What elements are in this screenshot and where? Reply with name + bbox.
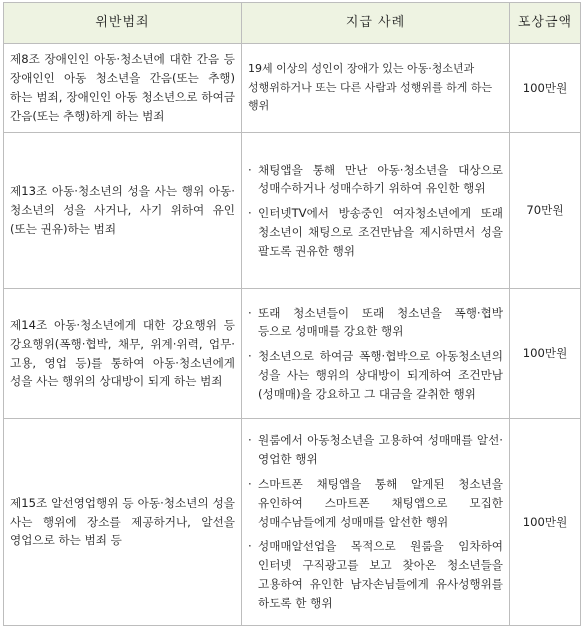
- table-header-row: [4, 3, 581, 44]
- table-row: [4, 289, 581, 419]
- header-cases: 지급 사례: [242, 3, 510, 44]
- case-item: · 원룸에서 아동청소년을 고용하여 성매매를 알선·영업한 행위: [248, 433, 503, 467]
- amount-cell: 100만원: [510, 289, 581, 419]
- cases-cell: [242, 44, 510, 133]
- amount-cell: 100만원: [510, 419, 581, 626]
- violation-cell: 제8조 장애인인 아동·청소년에 대한 간음 등 장애인인 아동 청소년을 간음(또는 추행)하는 범죄, 장애인인 아동 청소년으로 하여금 간음(또는 추행)하게 하는 범죄: [4, 44, 242, 133]
- amount-cell: 100만원: [510, 44, 581, 133]
- violation-cell: 제13조 아동·청소년의 성을 사는 행위 아동·청소년의 성을 사거나, 사기 위하여 유인(또는 권유)하는 범죄: [4, 133, 242, 289]
- bullet-icon: ·: [248, 433, 252, 448]
- bullet-icon: ·: [248, 206, 252, 221]
- case-item: 19세 이상의 성인이 장애가 있는 아동·청소년과 성행위하거나 또는 다른 사람과 성행위를 하게 하는 행위: [248, 61, 493, 113]
- header-amount: 포상금액: [510, 3, 581, 44]
- violation-cell: 제14조 아동·청소년에게 대한 강요행위 등 강요행위(폭행·협박, 채무, 위계·위력, 업무·고용, 영업 등)를 통하여 아동·청소년에게 성을 사는 행위의 상대방이 되게 하는 범죄: [4, 289, 242, 419]
- bullet-icon: ·: [248, 477, 252, 491]
- case-item: · 또래 청소년들이 또래 청소년을 폭행·협박 등으로 성매매를 강요한 행위: [248, 305, 503, 339]
- cases-cell: [242, 133, 510, 289]
- cases-cell: [242, 289, 510, 419]
- case-item: · 성매매알선업을 목적으로 원룸을 임차하여 인터넷 구직광고를 보고 찾아온 청소년들을 고용하여 유인한 남자손님들에게 유사성행위를 하도록 한 행위: [248, 539, 503, 610]
- bullet-icon: ·: [248, 539, 252, 554]
- header-violation: 위반범죄: [4, 3, 242, 44]
- cases-cell: [242, 419, 510, 626]
- violation-cell: 제15조 알선영업행위 등 아동·청소년의 성을 사는 행위에 장소를 제공하거나, 알선을 영업으로 하는 범죄 등: [4, 419, 242, 626]
- reward-table: [3, 2, 581, 626]
- amount-cell: 70만원: [510, 133, 581, 289]
- table-row: [4, 44, 581, 133]
- table-row: [4, 133, 581, 289]
- case-item: · 스마트폰 채팅앱을 통해 알게된 청소년을 유인하여 스마트폰 채팅앱으로 모집한 성매수남들에게 성매매를 알선한 행위: [248, 477, 503, 529]
- bullet-icon: ·: [248, 305, 252, 320]
- case-item: · 인터넷TV에서 방송중인 여자청소년에게 또래 청소년이 채팅으로 조건만남을 제시하면서 성을 팔도록 권유한 행위: [248, 206, 503, 258]
- table-row: [4, 419, 581, 626]
- bullet-icon: ·: [248, 349, 252, 364]
- case-item: · 청소년으로 하여금 폭행·협박으로 아동청소년의 성을 사는 행위의 상대방이 되게하여 조건만남(성매매)을 강요하고 그 대금을 갈취한 행위: [248, 349, 503, 401]
- bullet-icon: ·: [248, 162, 252, 177]
- case-item: · 채팅앱을 통해 만난 아동·청소년을 대상으로 성매수하거나 성매수하기 위하여 유인한 행위: [248, 162, 503, 196]
